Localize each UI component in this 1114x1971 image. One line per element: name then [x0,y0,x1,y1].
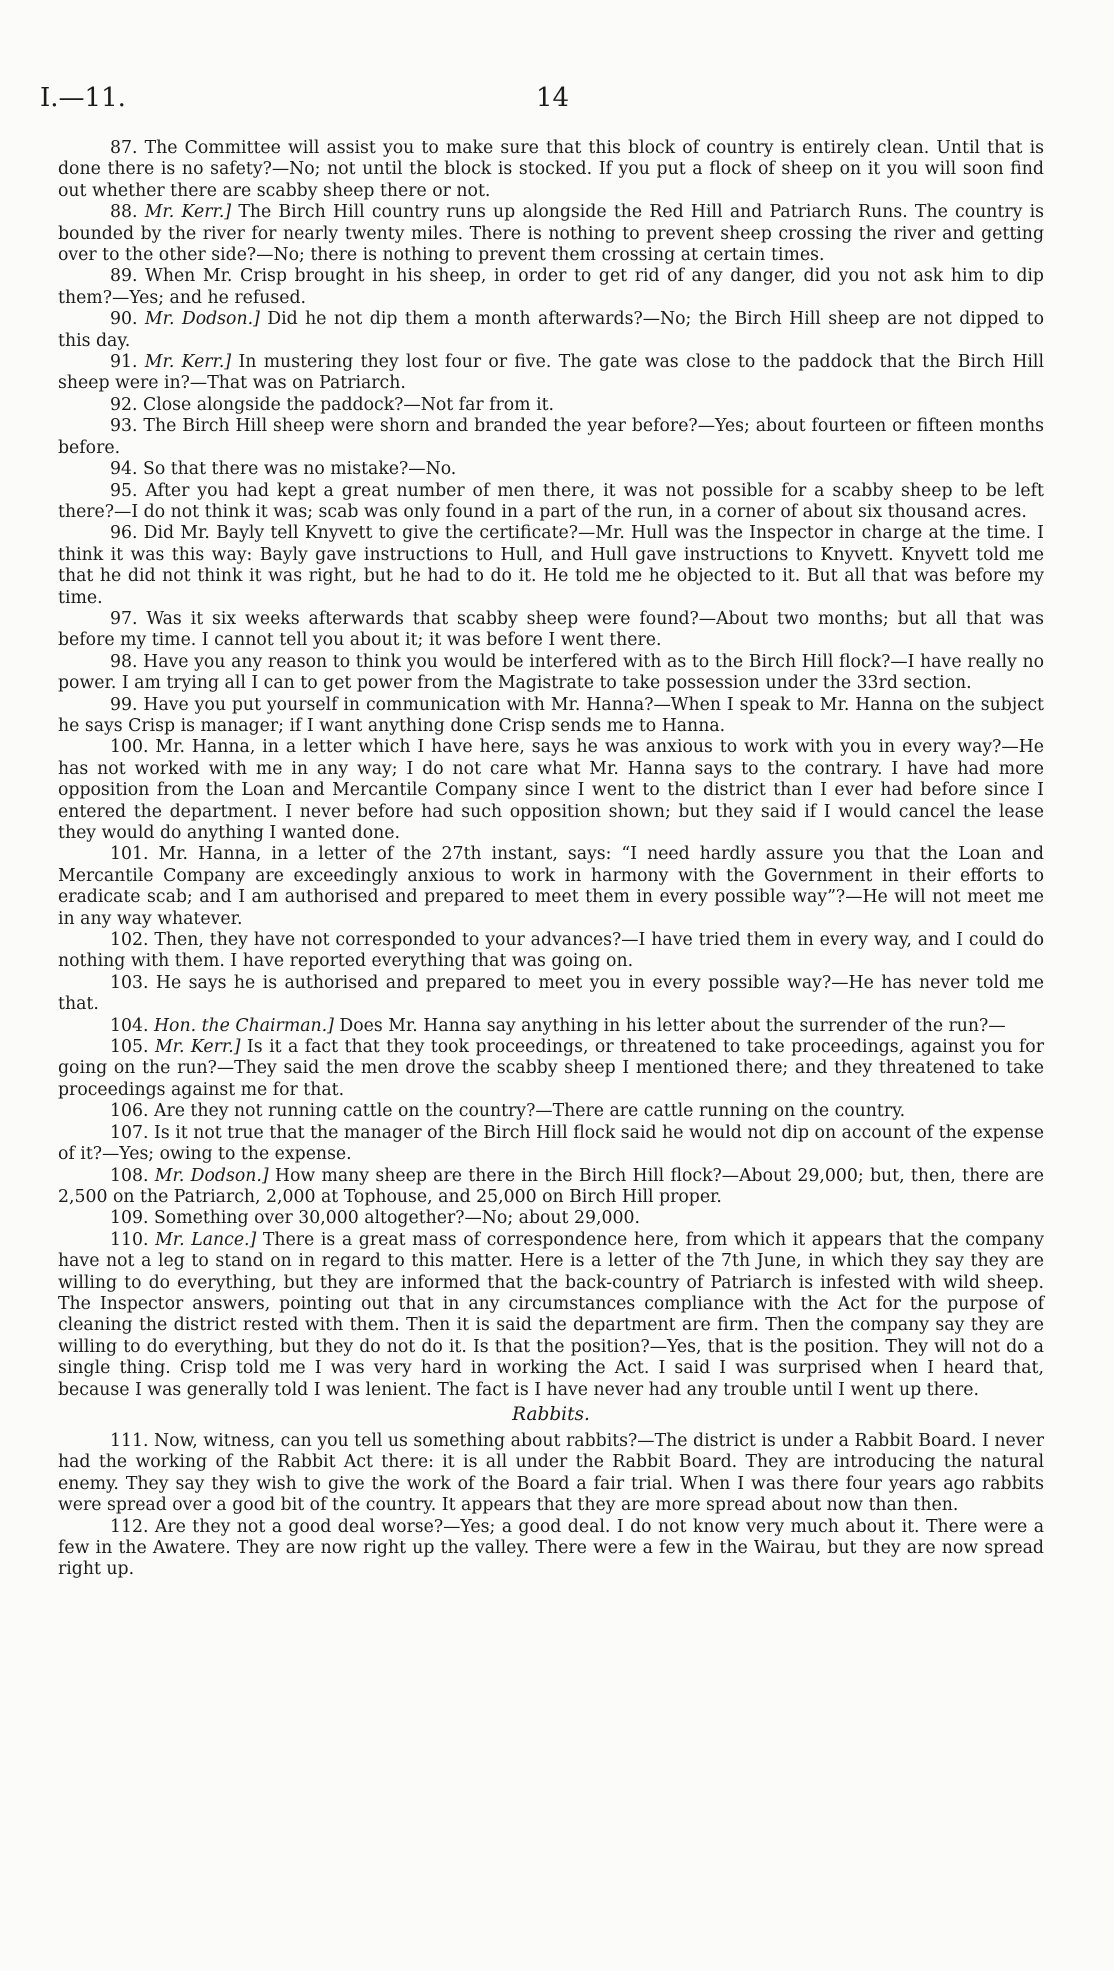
speaker-name: Mr. Kerr.] [154,1037,241,1058]
paragraph-100 [58,737,1044,844]
paragraph-98 [58,652,1044,695]
document-body [58,138,1044,1581]
paragraph-text: 102. Then, they have not corresponded to your advances?—I have tried them in every way, and I could do nothing with them. I have reported everything that was going on. [58,930,1044,972]
paragraph-107 [58,1123,1044,1166]
paragraph-text: 92. Close alongside the paddock?—Not far from it. [110,394,555,415]
paragraph-text: 107. Is it not true that the manager of the Birch Hill flock said he would not dip on account of the expense of it?—Yes; owing to the expense. [58,1122,1044,1165]
paragraph-89 [58,266,1044,309]
paragraph-96 [58,523,1044,609]
paragraph-text: 106. Are they not running cattle on the country?—There are cattle running on the country. [110,1101,906,1122]
paragraph-91 [58,352,1044,395]
paragraph-text: 99. Have you put yourself in communication with Mr. Hanna?—When I speak to Mr. Hanna on the subject he says Crisp is manager; if I want anything done Crisp sends me to Hanna. [58,694,1044,736]
paragraph-101 [58,844,1044,930]
paragraph-109 [58,1208,1044,1229]
paragraph-text: 100. Mr. Hanna, in a letter which I have here, says he was anxious to work with you in every way?—He has not worked with me in any way; I do not care what Mr. Hanna says to the contrary. I have had more opposition from the Loan and Mercantile Company since I went to the district than I ever had before since I entered the department. I never before had such opposition shown; but they said if I would cancel the lease they would do anything I wanted done. [58,737,1044,843]
paragraph-99 [58,695,1044,738]
paragraph-97 [58,609,1044,652]
paragraph-104 [58,1016,1044,1037]
speaker-name: Mr. Kerr.] [144,352,232,373]
question-number: 105. [110,1037,149,1058]
paragraph-90 [58,309,1044,352]
paragraph-106 [58,1101,1044,1122]
paragraph-text: 98. Have you any reason to think you would be interfered with as to the Birch Hill flock?—I have really no power. I am trying all I can to get power from the Magistrate to take possession under the 33rd section. [58,651,1044,694]
paragraph-text: 109. Something over 30,000 altogether?—No; about 29,000. [110,1208,640,1229]
paragraph-text: 103. He says he is authorised and prepared to meet you in every possible way?—He has never told me that. [58,972,1044,1015]
speaker-name: Mr. Kerr.] [144,202,232,223]
question-number: 88. [110,202,138,223]
paragraph-87 [58,138,1044,202]
paragraph-88 [58,202,1044,266]
paragraph-105 [58,1037,1044,1101]
paragraph-102 [58,930,1044,973]
paragraph-94 [58,459,1044,480]
paragraph-text: In mustering they lost four or five. The gate was close to the paddock that the Birch Hill sheep were in?—That was on Patriarch. [58,352,1044,394]
paragraph-text: 112. Are they not a good deal worse?—Yes; a good deal. I do not know very much about it. There were a few in the Awatere. They are now right up the valley. There were a few in the Wairau, but they are now spread right up. [58,1516,1044,1580]
paragraph-text: 95. After you had kept a great number of men there, it was not possible for a scabby sheep to be left there?—I do not think it was; scab was only found in a part of the run, in a corner of about six thousand acres. [58,480,1044,522]
paragraph-text: Did he not dip them a month afterwards?—No; the Birch Hill sheep are not dipped to this day. [58,309,1045,351]
paragraph-110 [58,1230,1044,1401]
paragraph-text: The Birch Hill country runs up alongside the Red Hill and Patriarch Runs. The country is bounded by the river for nearly twenty miles. There is nothing to prevent sheep crossing the river and getting over to the other side?—No; there is nothing to prevent them crossing at certain times. [58,202,1044,266]
page-number: 14 [536,83,570,113]
paragraph-text: 101. Mr. Hanna, in a letter of the 27th instant, says: “I need hardly assure you that the Loan and Mercantile Company are exceedingly anxious to work in harmony with the Government in their efforts to eradicate scab; and I am authorised and prepared to meet them in every possible way”?—He will not meet me in any way whatever. [58,844,1044,929]
question-number: 90. [110,309,138,330]
question-number: 108. [110,1165,149,1186]
paragraph-text: 97. Was it six weeks afterwards that scabby sheep were found?—About two months; but all that was before my time. I cannot tell you about it; it was before I went there. [58,608,1044,651]
paragraph-text: Does Mr. Hanna say anything in his letter about the surrender of the run?— [339,1015,1006,1036]
paragraph-text: There is a great mass of correspondence here, from which it appears that the company have not a leg to stand on in regard to this matter. Here is a letter of the 7th June, in which they say they are willing to do everything, but they are informed that the back-country of Patriarch is infested with wild sheep. The Inspector answers, pointing out that in any circumstances compliance with the Act for the purpose of cleaning the district rested with them. Then it is said the department are firm. Then the company say they are willing to do everything, but they do not do it. Is that the position?—Yes, that is the position. They will not do a single thing. Crisp told me I was very hard in working the Act. I said I was surprised when I heard that, because I was generally told I was lenient. The fact is I have never had any trouble until I went up there. [58,1229,1044,1400]
speaker-name: Mr. Dodson.] [144,309,260,330]
paragraph-text: 96. Did Mr. Bayly tell Knyvett to give the certificate?—Mr. Hull was the Inspector in charge at the time. I think it was this way: Bayly gave instructions to Hull, and Hull gave instructions to Knyvett. Knyvett told me that he did not think it was right, but he had to do it. He told me he objected to it. But all that was before my time. [58,523,1044,608]
question-number: 110. [110,1229,149,1250]
paragraph-text: How many sheep are there in the Birch Hill flock?—About 29,000; but, then, there are 2,500 on the Patriarch, 2,000 at Tophouse, and 25,000 on Birch Hill proper. [58,1165,1045,1207]
paragraph-108 [58,1166,1044,1209]
paragraph-95 [58,481,1044,524]
paragraph-112 [58,1517,1044,1581]
paragraph-text: 93. The Birch Hill sheep were shorn and branded the year before?—Yes; about fourteen or fifteen months before. [58,416,1044,458]
speaker-name: Mr. Lance.] [155,1229,257,1250]
speaker-name: Hon. the Chairman.] [153,1015,334,1036]
paragraph-text: 111. Now, witness, can you tell us something about rabbits?—The district is under a Rabbit Board. I never had the working of the Rabbit Act there: it is all under the Rabbit Board. They are introducing the natural enemy. They say they wish to give the work of the Board a fair trial. When I was there four years ago rabbits were spread over a good bit of the country. It appears that they are more spread about now than then. [58,1430,1044,1516]
question-number: 104. [110,1015,149,1036]
paragraph-92 [58,395,1044,416]
paragraph-103 [58,973,1044,1016]
document-reference: I.—11. [40,83,126,113]
paragraph-text: 94. So that there was no mistake?—No. [110,459,457,480]
section-heading-rabbits: Rabbits. [512,1403,590,1425]
paragraph-text: 87. The Committee will assist you to make sure that this block of country is entirely clean. Until that is done there is no safety?—No; not until the block is stocked. If you put a flock of sheep on it you will soon find out whether there are scabby sheep there or not. [58,138,1044,201]
question-number: 91. [110,352,138,373]
paragraph-text: 89. When Mr. Crisp brought in his sheep, in order to get rid of any danger, did you not ask him to dip them?—Yes; and he refused. [58,266,1044,308]
paragraph-93 [58,416,1044,459]
paragraph-text: Is it a fact that they took proceedings, or threatened to take proceedings, against you for going on the run?—They said the men drove the scabby sheep I mentioned there; and they threatened to take proceedings against me for that. [58,1037,1044,1100]
paragraph-111 [58,1431,1044,1517]
speaker-name: Mr. Dodson.] [154,1165,269,1186]
